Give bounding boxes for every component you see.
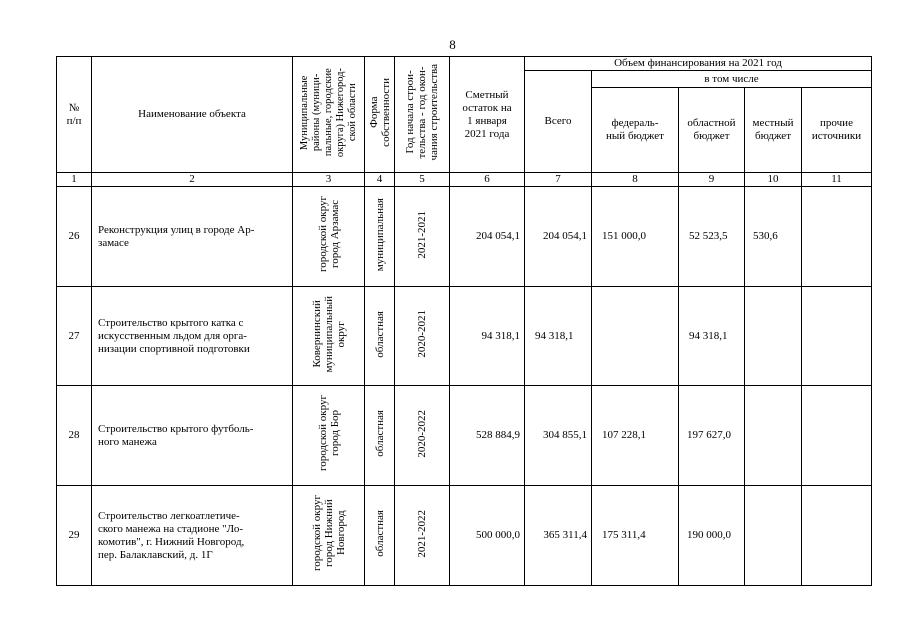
row-total: 304 855,1 <box>525 386 592 486</box>
table-row <box>57 287 872 386</box>
row-no: 26 <box>57 187 92 287</box>
row-name: Строительство крытого футболь- ного манежа <box>92 386 293 486</box>
funding-table <box>56 56 872 586</box>
row-local: 530,6 <box>745 187 802 287</box>
row-district: городской округ город Нижний Новгород <box>293 486 365 586</box>
row-other <box>802 486 872 586</box>
row-estimate: 94 318,1 <box>450 287 525 386</box>
column-index: 8 <box>592 173 679 187</box>
header-ownership: Форма собственности <box>365 57 395 173</box>
row-ownership: муниципальная <box>365 187 395 287</box>
row-federal <box>592 287 679 386</box>
row-local <box>745 287 802 386</box>
header-estimate: Сметный остаток на 1 января 2021 года <box>450 57 525 173</box>
row-district: городской округ город Бор <box>293 386 365 486</box>
header-funding-group: Объем финансирования на 2021 год <box>525 57 872 71</box>
column-index: 5 <box>395 173 450 187</box>
row-local <box>745 486 802 586</box>
row-name: Строительство крытого катка с искусственным льдом для орга- низации спортивной подготовки <box>92 287 293 386</box>
row-district: Ковернинский муниципальный округ <box>293 287 365 386</box>
table-row <box>57 386 872 486</box>
header-other: прочие источники <box>802 88 872 173</box>
header-total: Всего <box>525 71 592 173</box>
row-total: 204 054,1 <box>525 187 592 287</box>
row-total: 94 318,1 <box>525 287 592 386</box>
row-regional: 52 523,5 <box>679 187 745 287</box>
column-index: 4 <box>365 173 395 187</box>
row-years: 2020-2021 <box>395 287 450 386</box>
row-regional: 190 000,0 <box>679 486 745 586</box>
page-number: 8 <box>449 37 456 52</box>
column-index: 7 <box>525 173 592 187</box>
column-index: 9 <box>679 173 745 187</box>
column-index: 10 <box>745 173 802 187</box>
row-years: 2021-2021 <box>395 187 450 287</box>
table-row <box>57 486 872 586</box>
row-name: Строительство легкоатлетиче- ского манежа на стадионе "Ло- комотив", г. Нижний Новгород, пер. Балаклавский, д. 1Г <box>92 486 293 586</box>
row-ownership: областная <box>365 486 395 586</box>
row-ownership: областная <box>365 386 395 486</box>
header-regional: областной бюджет <box>679 88 745 173</box>
table-row <box>57 187 872 287</box>
header-name: Наименование объекта <box>92 57 293 173</box>
column-index: 2 <box>92 173 293 187</box>
row-regional: 94 318,1 <box>679 287 745 386</box>
row-ownership: областная <box>365 287 395 386</box>
header-district: Муниципальные районы (муници- пальные, городские округа) Нижегород- ской области <box>293 57 365 173</box>
header-federal: федераль- ный бюджет <box>592 88 679 173</box>
row-estimate: 528 884,9 <box>450 386 525 486</box>
row-estimate: 500 000,0 <box>450 486 525 586</box>
row-federal: 175 311,4 <box>592 486 679 586</box>
header-no: № п/п <box>57 57 92 173</box>
column-index: 1 <box>57 173 92 187</box>
row-other <box>802 386 872 486</box>
row-federal: 151 000,0 <box>592 187 679 287</box>
header-years: Год начала строи- тельства - год окон- чания строительства <box>395 57 450 173</box>
row-no: 29 <box>57 486 92 586</box>
row-no: 28 <box>57 386 92 486</box>
row-federal: 107 228,1 <box>592 386 679 486</box>
row-total: 365 311,4 <box>525 486 592 586</box>
column-index-row <box>57 173 872 187</box>
row-district: городской округ город Арзамас <box>293 187 365 287</box>
row-local <box>745 386 802 486</box>
row-regional: 197 627,0 <box>679 386 745 486</box>
column-index: 3 <box>293 173 365 187</box>
row-no: 27 <box>57 287 92 386</box>
row-other <box>802 187 872 287</box>
column-index: 6 <box>450 173 525 187</box>
row-estimate: 204 054,1 <box>450 187 525 287</box>
row-years: 2021-2022 <box>395 486 450 586</box>
header-local: местный бюджет <box>745 88 802 173</box>
column-index: 11 <box>802 173 872 187</box>
row-other <box>802 287 872 386</box>
row-name: Реконструкция улиц в городе Ар- замасе <box>92 187 293 287</box>
header-including: в том числе <box>592 71 872 88</box>
row-years: 2020-2022 <box>395 386 450 486</box>
